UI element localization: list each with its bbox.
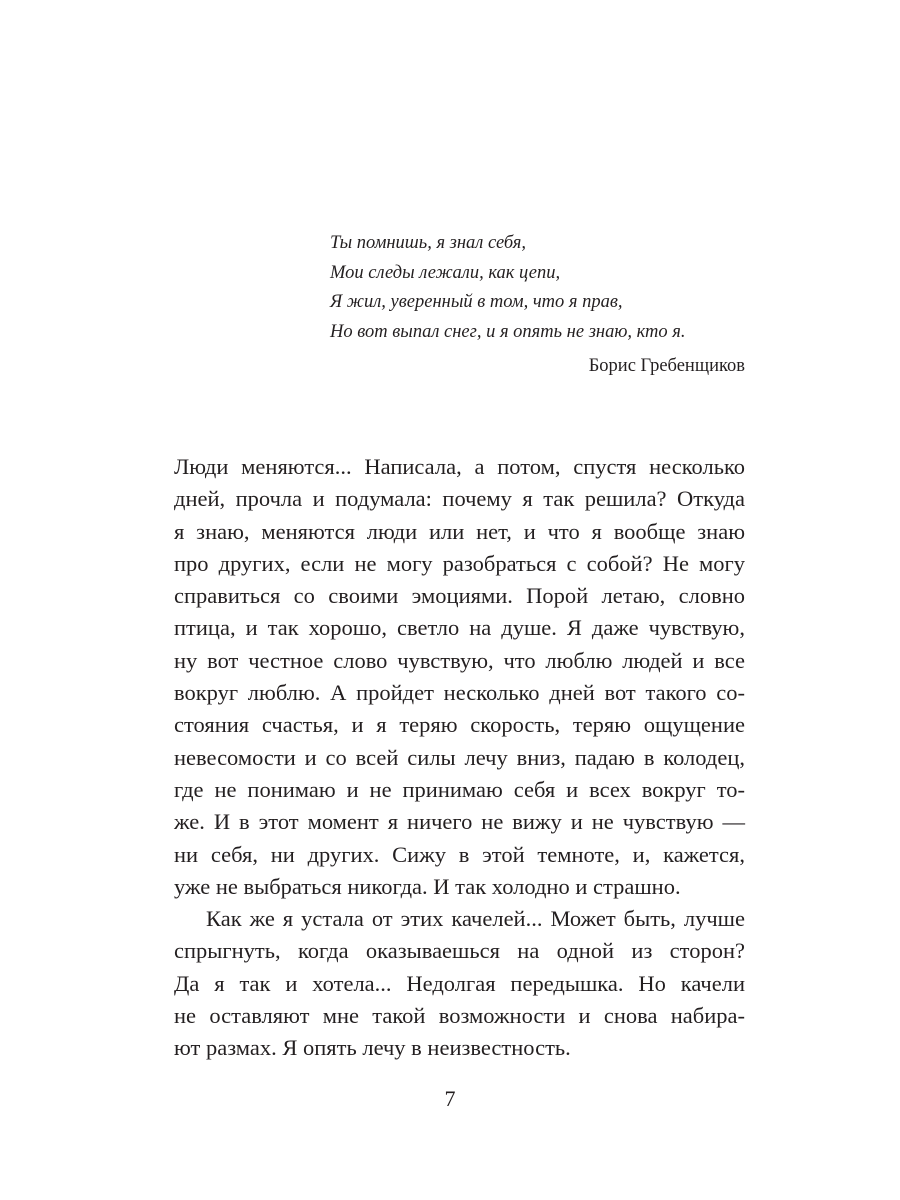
text-line: же. И в этот момент я ничего не вижу и не чувствую — <box>174 809 745 835</box>
text-line: ни себя, ни других. Сижу в этой темноте, и, кажется, <box>174 841 745 867</box>
epigraph-line: Но вот выпал снег, и я опять не знаю, кто я. <box>330 321 686 342</box>
text-line: где не понимаю и не принимаю себя и всех вокруг то- <box>174 776 745 802</box>
epigraph <box>330 229 760 347</box>
epigraph-line: Ты помнишь, я знал себя, <box>330 233 527 253</box>
text-line: уже не выбраться никогда. И так холодно и страшно. <box>174 873 681 899</box>
text-line: невесомости и со всей силы лечу вниз, падаю в колодец, <box>174 744 745 770</box>
text-line: про других, если не могу разобраться с собой? Не могу <box>174 550 745 576</box>
body-text <box>174 451 745 1065</box>
text-line: справиться со своими эмоциями. Порой летаю, словно <box>174 583 745 609</box>
text-line: Да я так и хотела... Недолгая передышка. Но качели <box>174 970 745 996</box>
text-line: Как же я устала от этих качелей... Может быть, лучше <box>206 906 745 932</box>
text-line: не оставляют мне такой возможности и снова набира- <box>174 1003 745 1029</box>
text-line: дней, прочла и подумала: почему я так решила? Откуда <box>174 486 745 512</box>
epigraph-line: Я жил, уверенный в том, что я прав, <box>330 292 623 312</box>
text-line: птица, и так хорошо, светло на душе. Я даже чувствую, <box>174 615 745 641</box>
page-number: 7 <box>444 1086 456 1111</box>
text-line: стояния счастья, и я теряю скорость, теряю ощущение <box>174 712 745 738</box>
text-line: я знаю, меняются люди или нет, и что я вообще знаю <box>174 518 745 544</box>
epigraph-line: Мои следы лежали, как цепи, <box>330 262 561 283</box>
text-line: вокруг люблю. А пройдет несколько дней вот такого со- <box>174 680 745 706</box>
text-line: ют размах. Я опять лечу в неизвестность. <box>174 1035 571 1061</box>
epigraph-author: Борис Гребенщиков <box>588 356 745 376</box>
text-line: Люди меняются... Написала, а потом, спустя несколько <box>174 454 745 479</box>
text-line: ну вот честное слово чувствую, что люблю людей и все <box>174 647 745 673</box>
text-line: спрыгнуть, когда оказываешься на одной из сторон? <box>174 938 745 964</box>
